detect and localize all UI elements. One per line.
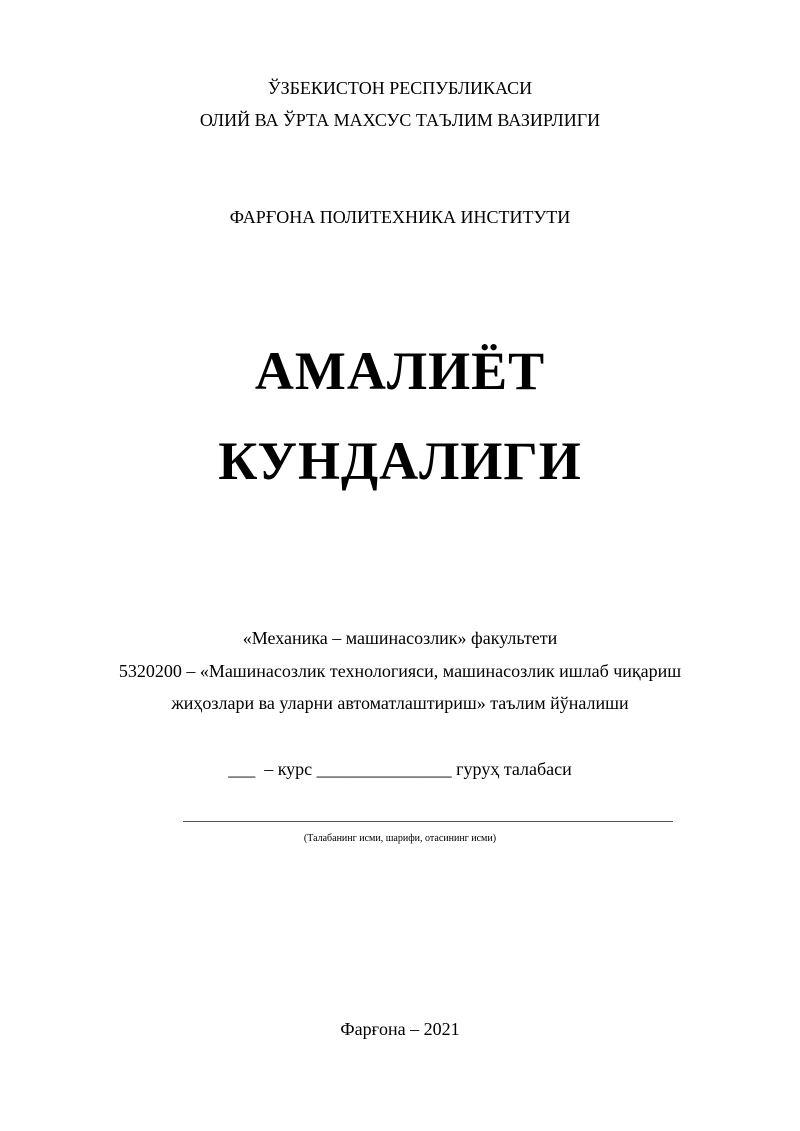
institute-heading: ФАРҒОНА ПОЛИТЕХНИКА ИНСТИТУТИ bbox=[229, 207, 571, 227]
ministry-heading: ОЛИЙ ВА ЎРТА МАХСУС ТАЪЛИМ ВАЗИРЛИГИ bbox=[199, 110, 601, 130]
republic-heading: ЎЗБЕКИСТОН РЕСПУБЛИКАСИ bbox=[267, 78, 533, 98]
specialty-line-2: жиҳозлари ва уларни автоматлаштириш» таълим йўналиши bbox=[171, 693, 629, 713]
course-group-line: ___ – курс _______________ гуруҳ талабаси bbox=[228, 759, 572, 779]
city-year: Фарғона – 2021 bbox=[340, 1019, 460, 1039]
faculty-line: «Механика – машинасозлик» факультети bbox=[242, 628, 558, 648]
signature-rule bbox=[183, 821, 673, 822]
signature-caption: (Талабанинг исми, шарифи, отасининг исми) bbox=[303, 833, 497, 844]
title-line-1: АМАЛИЁТ bbox=[254, 341, 546, 401]
title-line-2: КУНДАЛИГИ bbox=[218, 431, 582, 491]
specialty-line-1: 5320200 – «Машинасозлик технологияси, машинасозлик ишлаб чиқариш bbox=[118, 661, 682, 681]
